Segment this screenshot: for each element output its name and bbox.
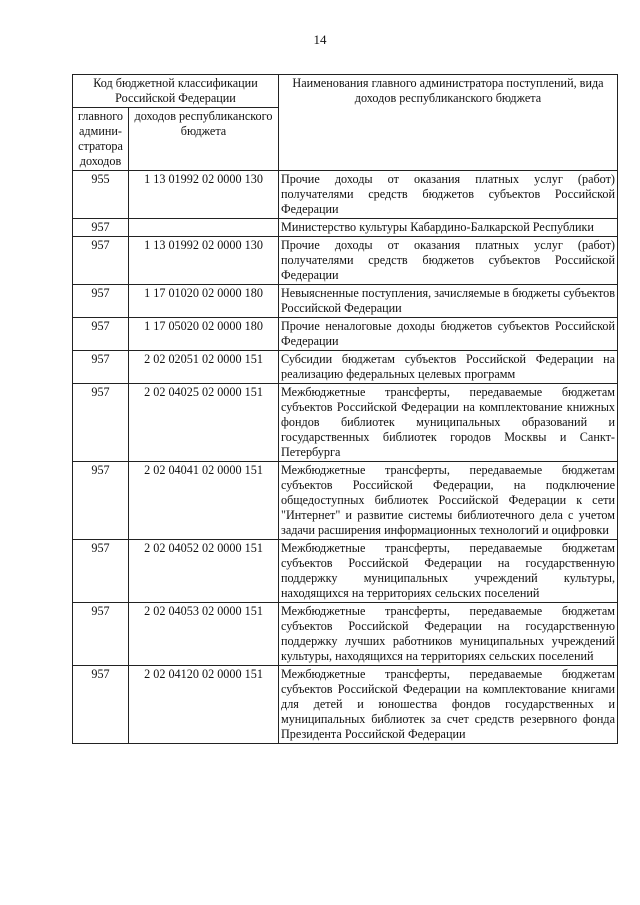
income-code-cell: 2 02 02051 02 0000 151 xyxy=(129,351,279,384)
header-code-group: Код бюджетной классификации Российской Федерации xyxy=(73,75,279,108)
admin-code-cell: 957 xyxy=(73,540,129,603)
table-row xyxy=(73,462,618,540)
income-name-cell: Межбюджетные трансферты, передаваемые бюджетам субъектов Российской Федерации, на подключение общедоступных библиотек Российской Федерации к сети "Интернет" и развитие системы библиотечного дела с учетом задачи расширения информационных технологий и оцифровки xyxy=(279,462,618,540)
income-code-cell: 2 02 04041 02 0000 151 xyxy=(129,462,279,540)
header-admin: главного админи-стратора доходов xyxy=(73,108,129,171)
income-code-cell: 2 02 04120 02 0000 151 xyxy=(129,666,279,744)
income-name-cell: Прочие доходы от оказания платных услуг (работ) получателями средств бюджетов субъектов Российской Федерации xyxy=(279,237,618,285)
table-row xyxy=(73,603,618,666)
income-name-cell: Межбюджетные трансферты, передаваемые бюджетам субъектов Российской Федерации на комплектование книгами для детей и юношества фондов государственных и муниципальных библиотек за счет средств резервного фонда Президента Российской Федерации xyxy=(279,666,618,744)
table-row xyxy=(73,318,618,351)
header-name: Наименования главного администратора поступлений, вида доходов республиканского бюджета xyxy=(279,75,618,171)
page-number: 14 xyxy=(313,32,327,47)
table-row xyxy=(73,351,618,384)
header-income-code: доходов республиканского бюджета xyxy=(129,108,279,171)
admin-code-cell: 957 xyxy=(73,219,129,237)
table-row xyxy=(73,540,618,603)
income-code-cell xyxy=(129,219,279,237)
admin-code-cell: 957 xyxy=(73,285,129,318)
income-name-cell: Прочие доходы от оказания платных услуг (работ) получателями средств бюджетов субъектов Российской Федерации xyxy=(279,171,618,219)
income-code-cell: 1 17 01020 02 0000 180 xyxy=(129,285,279,318)
admin-code-cell: 957 xyxy=(73,318,129,351)
income-name-cell: Невыясненные поступления, зачисляемые в бюджеты субъектов Российской Федерации xyxy=(279,285,618,318)
income-code-cell: 1 13 01992 02 0000 130 xyxy=(129,171,279,219)
income-name-cell: Субсидии бюджетам субъектов Российской Федерации на реализацию федеральных целевых программ xyxy=(279,351,618,384)
income-name-cell: Межбюджетные трансферты, передаваемые бюджетам субъектов Российской Федерации на государственную поддержку муниципальных учреждений культуры, находящихся на территориях сельских поселений xyxy=(279,540,618,603)
table-row xyxy=(73,384,618,462)
table-row xyxy=(73,285,618,318)
header-row-group xyxy=(73,75,618,108)
income-name-cell: Министерство культуры Кабардино-Балкарской Республики xyxy=(279,219,618,237)
budget-classification-table xyxy=(72,74,618,744)
table-row xyxy=(73,237,618,285)
admin-code-cell: 957 xyxy=(73,603,129,666)
table-row xyxy=(73,171,618,219)
admin-code-cell: 957 xyxy=(73,384,129,462)
income-name-cell: Межбюджетные трансферты, передаваемые бюджетам субъектов Российской Федерации на комплектование книжных фондов библиотек муниципальных образований и государственных библиотек городов Москвы и Санкт-Петербурга xyxy=(279,384,618,462)
income-name-cell: Прочие неналоговые доходы бюджетов субъектов Российской Федерации xyxy=(279,318,618,351)
income-code-cell: 2 02 04053 02 0000 151 xyxy=(129,603,279,666)
income-code-cell: 2 02 04025 02 0000 151 xyxy=(129,384,279,462)
income-code-cell: 2 02 04052 02 0000 151 xyxy=(129,540,279,603)
income-code-cell: 1 17 05020 02 0000 180 xyxy=(129,318,279,351)
admin-code-cell: 957 xyxy=(73,237,129,285)
income-code-cell: 1 13 01992 02 0000 130 xyxy=(129,237,279,285)
admin-code-cell: 957 xyxy=(73,666,129,744)
admin-code-cell: 957 xyxy=(73,462,129,540)
income-name-cell: Межбюджетные трансферты, передаваемые бюджетам субъектов Российской Федерации на государственную поддержку лучших работников муниципальных учреждений культуры, находящихся на территориях сельских поселений xyxy=(279,603,618,666)
table-row xyxy=(73,219,618,237)
admin-code-cell: 957 xyxy=(73,351,129,384)
admin-code-cell: 955 xyxy=(73,171,129,219)
table-row xyxy=(73,666,618,744)
